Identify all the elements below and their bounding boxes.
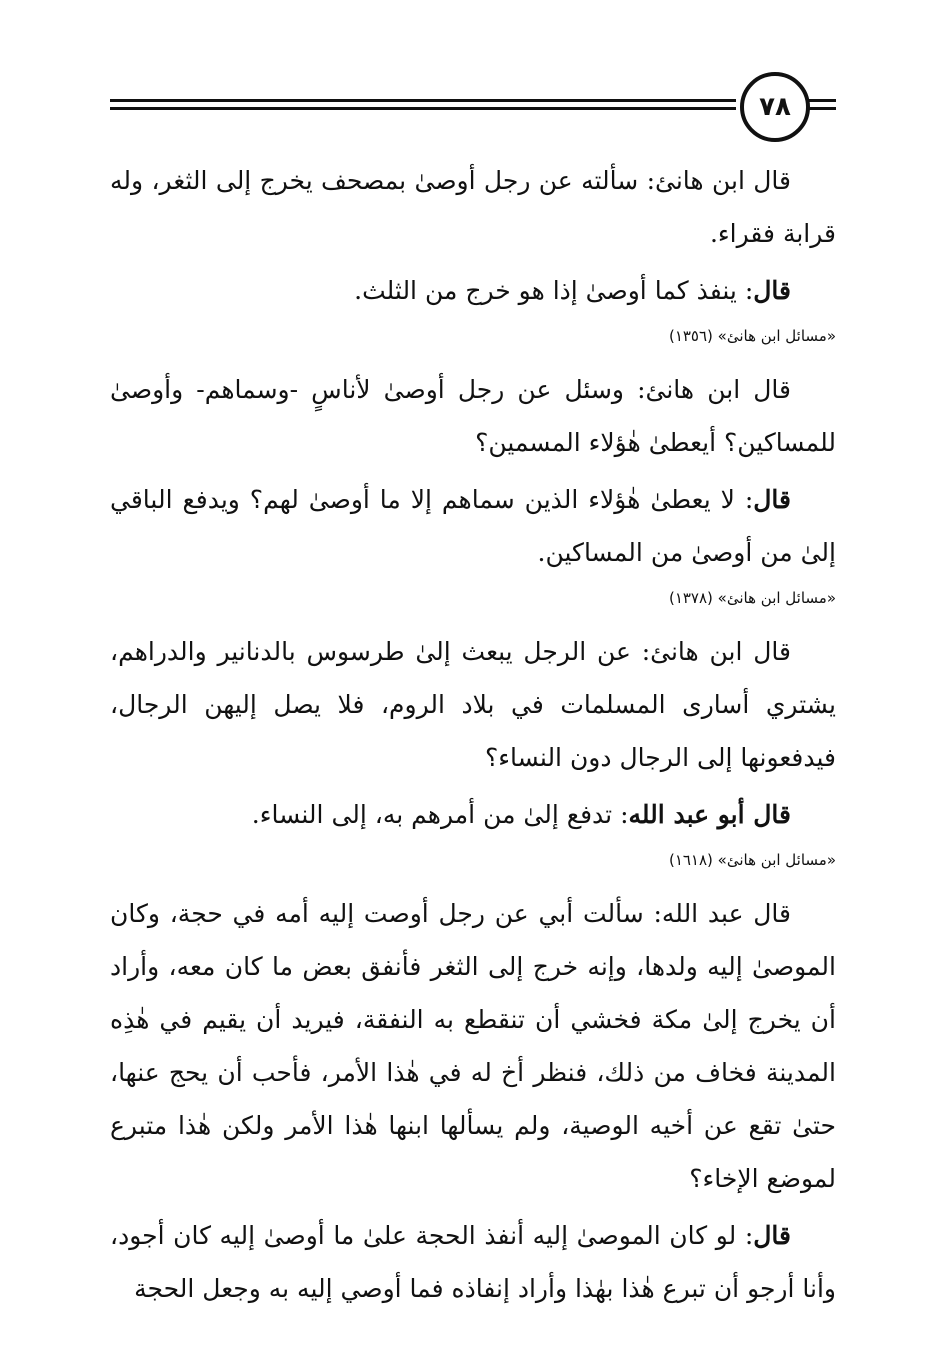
paragraph-text: قال ابن هانئ: سألته عن رجل أوصىٰ بمصحف يخرج إلى الثغر، وله قرابة فقراء. bbox=[110, 166, 836, 248]
paragraph-text: قال ابن هانئ: وسئل عن رجل أوصىٰ لأناسٍ -وسماهم- وأوصىٰ للمساكين؟ أيعطىٰ هٰؤلاء المسمين؟ bbox=[110, 375, 836, 457]
page-header bbox=[110, 66, 836, 146]
page-body bbox=[110, 154, 836, 1319]
paragraph-text: : ينفذ كما أوصىٰ إذا هو خرج من الثلث. bbox=[354, 276, 754, 305]
citation: «مسائل ابن هانئ» (١٣٥٦) bbox=[668, 327, 836, 345]
citation: «مسائل ابن هانئ» (١٣٧٨) bbox=[668, 589, 836, 607]
paragraph-text: قال ابن هانئ: عن الرجل يبعث إلىٰ طرسوس بالدنانير والدراهم، يشتري أسارى المسلمات في بلاد الروم، فلا يصل إليهن الرجال، فيدفعونها إلى الرجال دون النساء؟ bbox=[110, 637, 836, 772]
paragraph-text: : لا يعطىٰ هٰؤلاء الذين سماهم إلا ما أوصىٰ لهم؟ ويدفع الباقي إلىٰ من أوصىٰ من المساكين. bbox=[110, 485, 836, 567]
paragraph bbox=[110, 887, 836, 1205]
paragraph bbox=[110, 788, 836, 841]
citation: «مسائل ابن هانئ» (١٦١٨) bbox=[668, 851, 836, 869]
paragraph bbox=[110, 625, 836, 784]
paragraph bbox=[110, 473, 836, 579]
page-number: ٧٨ bbox=[740, 72, 810, 142]
paragraph-text: : لو كان الموصىٰ إليه أنفذ الحجة علىٰ ما أوصىٰ إليه كان أجود، وأنا أرجو أن تبرع هٰذا بهٰذا وأراد إنفاذه فما أوصي إليه به وجعل الحجة bbox=[110, 1221, 836, 1303]
header-rule-top bbox=[110, 99, 736, 102]
speaker-label: قال bbox=[753, 485, 791, 514]
paragraph-text: : تدفع إلىٰ من أمرهم به، إلى النساء. bbox=[251, 800, 629, 829]
header-rule-tail-top bbox=[808, 99, 836, 102]
header-rule-tail-bottom bbox=[808, 107, 836, 110]
speaker-label: قال bbox=[753, 1221, 791, 1250]
paragraph-text: قال عبد الله: سألت أبي عن رجل أوصت إليه أمه في حجة، وكان الموصىٰ إليه ولدها، وإنه خرج إلى الثغر فأنفق بعض ما كان معه، وأراد أن يخرج إلىٰ مكة فخشي أن تنقطع به النفقة، فيريد أن يقيم في هٰذِه المدينة فخاف من ذلك، فنظر أخ له في هٰذا الأمر، فأحب أن يحج عنها، حتىٰ تقع عن أخيه الوصية، ولم يسألها ابنها هٰذا الأمر ولكن هٰذا متبرع لموضع الإخاء؟ bbox=[110, 899, 836, 1193]
paragraph bbox=[110, 1209, 836, 1315]
speaker-label: قال bbox=[753, 276, 791, 305]
paragraph bbox=[110, 363, 836, 469]
paragraph bbox=[110, 154, 836, 260]
speaker-label: قال أبو عبد الله bbox=[628, 800, 791, 829]
header-rule-bottom bbox=[110, 107, 736, 110]
paragraph bbox=[110, 264, 836, 317]
